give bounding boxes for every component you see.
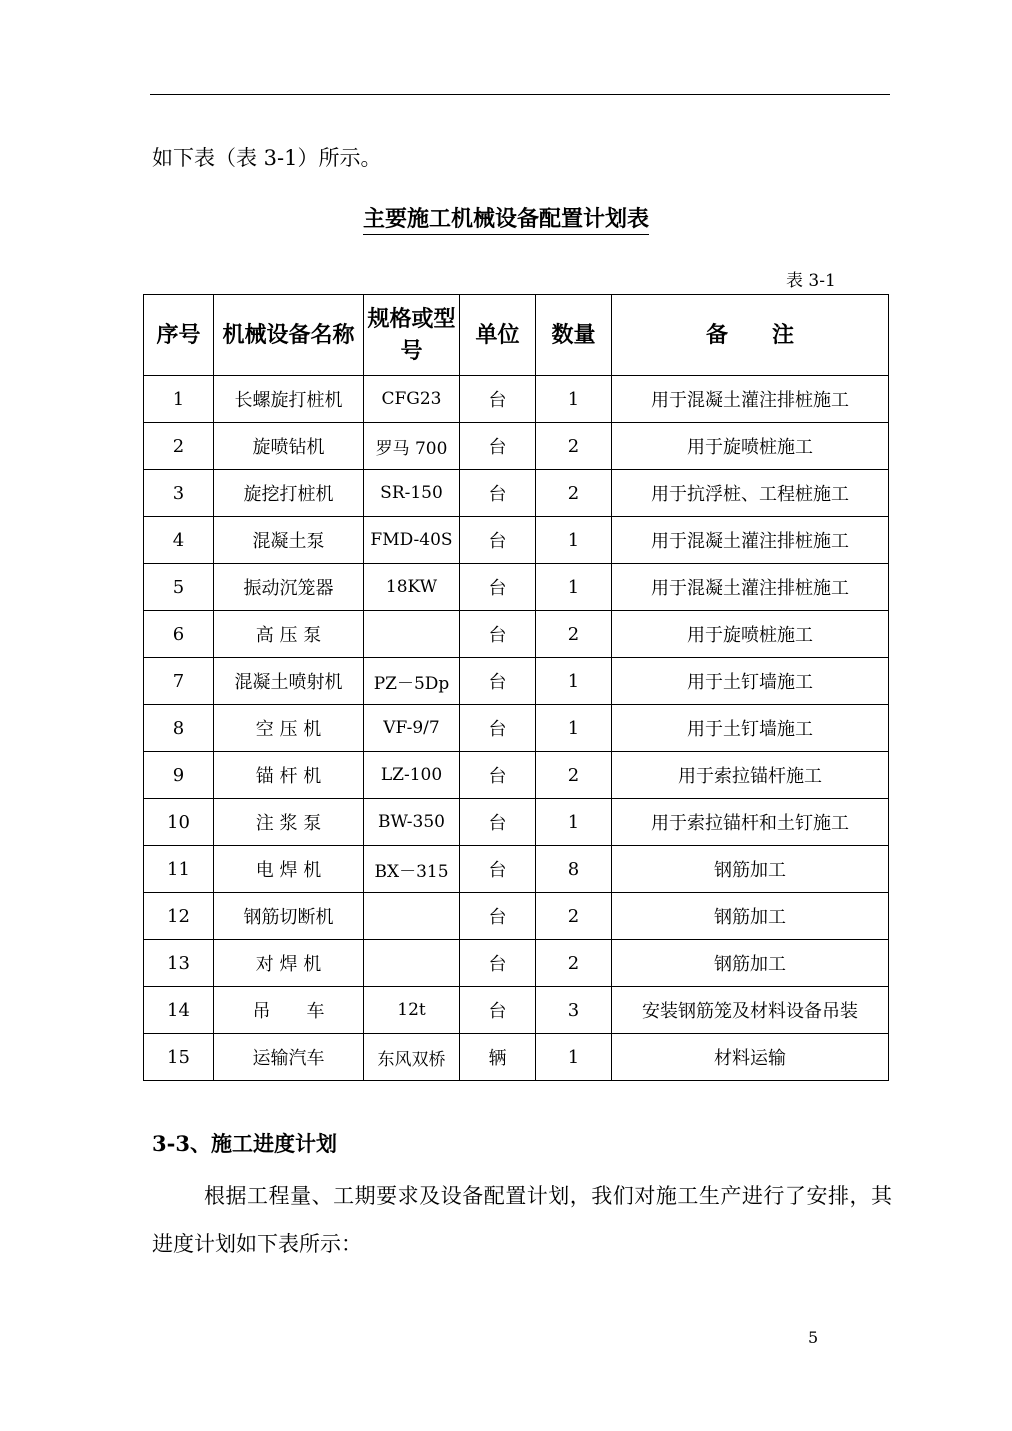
cell-model: PZ－5Dp [364,658,460,705]
cell-seq: 6 [144,611,214,658]
cell-qty: 2 [536,611,612,658]
table-row [144,658,889,705]
cell-unit: 台 [460,376,536,423]
cell-name: 高 压 泵 [214,611,364,658]
cell-qty: 1 [536,705,612,752]
cell-model [364,893,460,940]
cell-qty: 3 [536,987,612,1034]
cell-name: 长螺旋打桩机 [214,376,364,423]
cell-seq: 15 [144,1034,214,1081]
cell-remark: 用于索拉锚杆和土钉施工 [612,799,889,846]
table-number: 表 3-1 [786,271,836,291]
table-row [144,893,889,940]
section-heading: 3-3、施工进度计划 [152,1131,337,1156]
cell-unit: 台 [460,846,536,893]
page-number: 5 [808,1328,819,1347]
cell-model: SR-150 [364,470,460,517]
cell-remark: 用于混凝土灌注排桩施工 [612,517,889,564]
cell-remark: 用于索拉锚杆施工 [612,752,889,799]
body-paragraph: 根据工程量、工期要求及设备配置计划，我们对施工生产进行了安排，其进度计划如下表所示： [152,1184,892,1256]
cell-qty: 1 [536,376,612,423]
cell-remark: 材料运输 [612,1034,889,1081]
cell-unit: 台 [460,611,536,658]
cell-model: LZ-100 [364,752,460,799]
cell-name: 混凝土喷射机 [214,658,364,705]
cell-remark: 用于土钉墙施工 [612,705,889,752]
table-title-wrap [0,202,1012,233]
cell-qty: 1 [536,564,612,611]
cell-remark: 用于土钉墙施工 [612,658,889,705]
cell-unit: 台 [460,658,536,705]
header-model: 规格或型号 [364,295,460,376]
table-row [144,611,889,658]
cell-unit: 台 [460,705,536,752]
cell-seq: 14 [144,987,214,1034]
cell-model: VF-9/7 [364,705,460,752]
cell-unit: 台 [460,517,536,564]
cell-model: BW-350 [364,799,460,846]
intro-text: 如下表（表 3-1）所示。 [152,146,382,170]
cell-qty: 1 [536,658,612,705]
cell-remark: 用于混凝土灌注排桩施工 [612,564,889,611]
table-row [144,470,889,517]
cell-name: 混凝土泵 [214,517,364,564]
cell-name: 振动沉笼器 [214,564,364,611]
table-row [144,846,889,893]
cell-name: 空 压 机 [214,705,364,752]
header-remark: 备 注 [612,295,889,376]
table-header-row [144,295,889,376]
cell-name: 钢筋切断机 [214,893,364,940]
table-row [144,517,889,564]
cell-name: 旋挖打桩机 [214,470,364,517]
cell-seq: 2 [144,423,214,470]
header-seq: 序号 [144,295,214,376]
cell-unit: 台 [460,893,536,940]
cell-qty: 2 [536,470,612,517]
table-row [144,987,889,1034]
cell-seq: 1 [144,376,214,423]
cell-seq: 5 [144,564,214,611]
cell-seq: 12 [144,893,214,940]
cell-seq: 9 [144,752,214,799]
cell-model: CFG23 [364,376,460,423]
cell-qty: 2 [536,893,612,940]
cell-seq: 4 [144,517,214,564]
cell-name: 对 焊 机 [214,940,364,987]
table-row [144,564,889,611]
table-title: 主要施工机械设备配置计划表 [363,206,649,235]
cell-name: 锚 杆 机 [214,752,364,799]
cell-seq: 3 [144,470,214,517]
cell-unit: 台 [460,470,536,517]
cell-unit: 台 [460,799,536,846]
cell-unit: 台 [460,564,536,611]
cell-seq: 10 [144,799,214,846]
cell-remark: 用于混凝土灌注排桩施工 [612,376,889,423]
cell-qty: 1 [536,517,612,564]
cell-qty: 8 [536,846,612,893]
table-row [144,940,889,987]
header-name: 机械设备名称 [214,295,364,376]
cell-remark: 用于旋喷桩施工 [612,423,889,470]
table-row [144,1034,889,1081]
cell-seq: 13 [144,940,214,987]
table-row [144,423,889,470]
cell-model [364,611,460,658]
cell-qty: 1 [536,799,612,846]
cell-unit: 台 [460,423,536,470]
cell-remark: 钢筋加工 [612,940,889,987]
cell-model: 东风双桥 [364,1034,460,1081]
cell-unit: 台 [460,940,536,987]
cell-model [364,940,460,987]
cell-name: 电 焊 机 [214,846,364,893]
cell-model: 18KW [364,564,460,611]
cell-unit: 台 [460,987,536,1034]
cell-unit: 辆 [460,1034,536,1081]
cell-seq: 7 [144,658,214,705]
cell-qty: 2 [536,940,612,987]
cell-name: 吊 车 [214,987,364,1034]
cell-qty: 2 [536,423,612,470]
table-row [144,705,889,752]
cell-model: FMD-40S [364,517,460,564]
cell-remark: 用于抗浮桩、工程桩施工 [612,470,889,517]
cell-remark: 安装钢筋笼及材料设备吊装 [612,987,889,1034]
cell-name: 运输汽车 [214,1034,364,1081]
table-row [144,376,889,423]
cell-qty: 1 [536,1034,612,1081]
cell-unit: 台 [460,752,536,799]
cell-model: 罗马 700 [364,423,460,470]
table-row [144,799,889,846]
header-unit: 单位 [460,295,536,376]
cell-model: 12t [364,987,460,1034]
table-row [144,752,889,799]
cell-qty: 2 [536,752,612,799]
equipment-table [143,294,889,1081]
header-qty: 数量 [536,295,612,376]
cell-remark: 钢筋加工 [612,893,889,940]
cell-seq: 8 [144,705,214,752]
cell-name: 旋喷钻机 [214,423,364,470]
cell-remark: 钢筋加工 [612,846,889,893]
cell-name: 注 浆 泵 [214,799,364,846]
cell-model: BX－315 [364,846,460,893]
cell-seq: 11 [144,846,214,893]
cell-remark: 用于旋喷桩施工 [612,611,889,658]
header-rule [150,94,890,95]
